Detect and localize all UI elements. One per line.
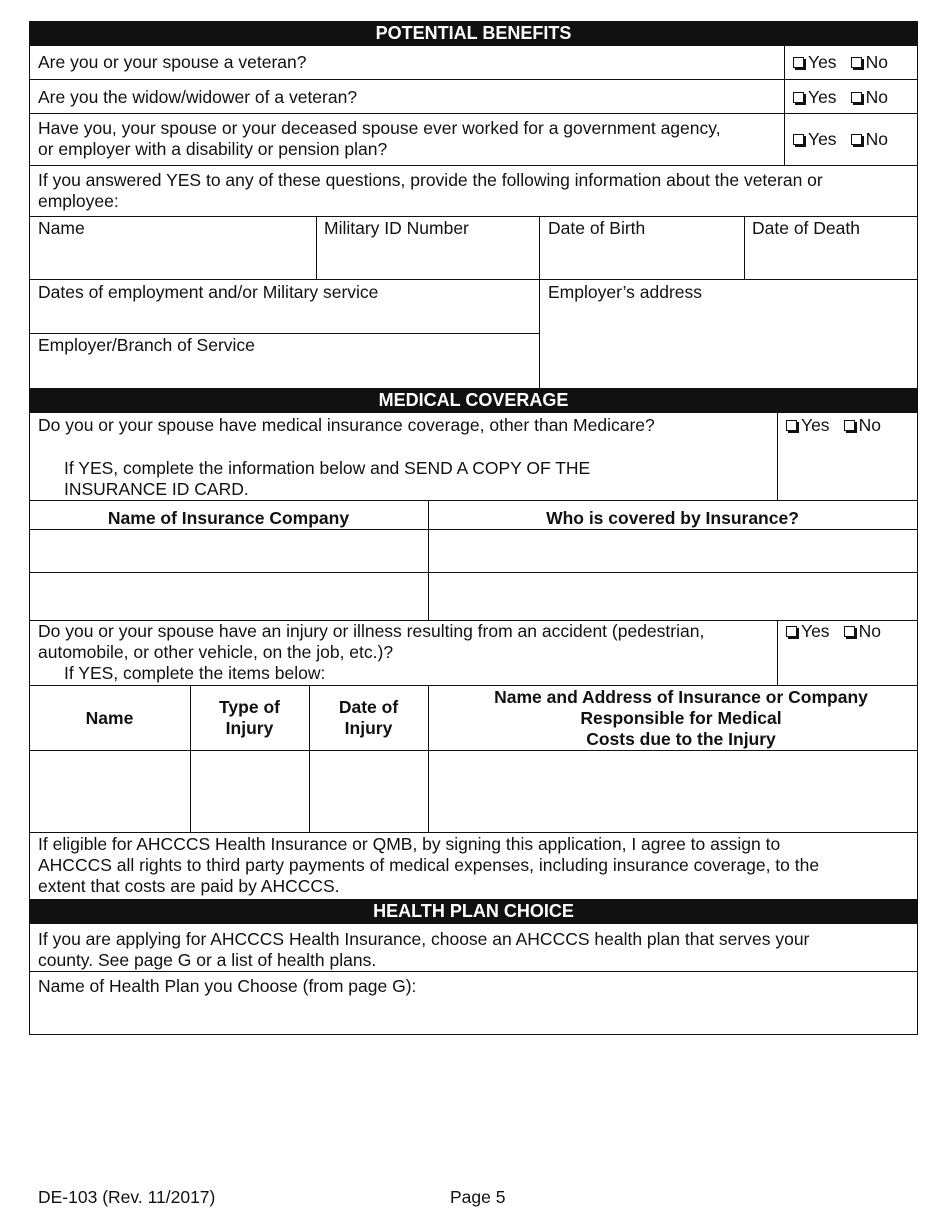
military-id-input[interactable] — [317, 238, 539, 279]
potential-benefits-header: POTENTIAL BENEFITS — [29, 21, 918, 46]
question-widow: Are you the widow/widower of a veteran? — [38, 87, 358, 107]
dob-input[interactable] — [540, 238, 744, 279]
form-id: DE-103 (Rev. 11/2017) — [38, 1187, 216, 1207]
veteran-yes-checkbox[interactable] — [793, 52, 837, 73]
yes-label: Yes — [808, 129, 837, 149]
injury-name-input[interactable] — [29, 751, 190, 832]
health-plan-field-label: Name of Health Plan you Choose (from page G): — [38, 976, 417, 996]
row-line — [29, 216, 918, 217]
health-plan-input[interactable] — [29, 997, 917, 1034]
government-no-checkbox[interactable] — [851, 129, 888, 150]
yes-label: Yes — [808, 52, 837, 72]
row-line — [29, 1034, 918, 1035]
government-yes-no — [793, 129, 898, 150]
question-insurance: Do you or your spouse have medical insurance coverage, other than Medicare? — [38, 415, 655, 435]
question-injury-line1: Do you or your spouse have an injury or illness resulting from an accident (pedestrian, — [38, 621, 705, 641]
widow-yes-no — [793, 87, 898, 108]
divider — [777, 620, 778, 685]
yes-label: Yes — [801, 621, 830, 641]
injury-no-checkbox[interactable] — [844, 621, 881, 642]
government-yes-checkbox[interactable] — [793, 129, 837, 150]
yes-label: Yes — [808, 87, 837, 107]
veteran-no-checkbox[interactable] — [851, 52, 888, 73]
row-line — [29, 113, 918, 114]
col-responsible-line1: Name and Address of Insurance or Company — [494, 687, 868, 707]
employer-branch-input[interactable] — [29, 357, 539, 388]
no-label: No — [858, 415, 881, 435]
yes-label: Yes — [801, 415, 830, 435]
no-label: No — [865, 52, 888, 72]
question-government-line2: or employer with a disability or pension plan? — [38, 139, 388, 159]
section-border-right — [917, 924, 918, 1035]
col-date-injury-line1: Date of — [338, 697, 399, 717]
col-responsible-line2: Responsible for Medical — [580, 708, 782, 728]
row-line — [29, 279, 918, 280]
row-line — [29, 500, 918, 501]
assignment-line2: AHCCCS all rights to third party payments of medical expenses, including insurance coverage, to the — [38, 855, 820, 875]
field-military-id-label: Military ID Number — [324, 218, 469, 238]
section-border-right — [917, 413, 918, 899]
col-date-injury-line2: Injury — [344, 718, 393, 738]
row-line — [29, 79, 918, 80]
widow-yes-checkbox[interactable] — [793, 87, 837, 108]
question-government-line1: Have you, your spouse or your deceased spouse ever worked for a government agency, — [38, 118, 721, 138]
row-line — [29, 971, 918, 972]
benefits-instruction-line1: If you answered YES to any of these questions, provide the following information about the veteran or — [38, 170, 823, 190]
row-line — [29, 832, 918, 833]
assignment-line3: extent that costs are paid by AHCCCS. — [38, 876, 340, 896]
insurance-company-input-1[interactable] — [29, 530, 428, 572]
insurance-yes-no — [786, 415, 891, 436]
injury-type-input[interactable] — [191, 751, 309, 832]
no-label: No — [865, 129, 888, 149]
col-type-injury-line2: Injury — [225, 718, 274, 738]
dod-input[interactable] — [745, 238, 917, 279]
question-injury-line3: If YES, complete the items below: — [64, 663, 326, 683]
veteran-yes-no — [793, 52, 898, 73]
insurance-yes-checkbox[interactable] — [786, 415, 830, 436]
question-veteran: Are you or your spouse a veteran? — [38, 52, 307, 72]
health-plan-header: HEALTH PLAN CHOICE — [29, 899, 918, 924]
field-dod-label: Date of Death — [752, 218, 860, 238]
insurance-company-input-2[interactable] — [29, 573, 428, 620]
col-type-injury-line1: Type of — [219, 697, 280, 717]
row-line — [29, 333, 539, 334]
field-dates-employment-label: Dates of employment and/or Military service — [38, 282, 379, 302]
divider — [777, 413, 778, 500]
col-responsible-line3: Costs due to the Injury — [586, 729, 776, 749]
no-label: No — [865, 87, 888, 107]
employer-address-input[interactable] — [540, 304, 917, 388]
no-label: No — [858, 621, 881, 641]
medical-coverage-header: MEDICAL COVERAGE — [29, 388, 918, 413]
row-line — [29, 685, 918, 686]
health-plan-instruction-line1: If you are applying for AHCCCS Health Insurance, choose an AHCCCS health plan that serves your — [38, 929, 810, 949]
col-who-covered: Who is covered by Insurance? — [546, 508, 799, 528]
page-number: Page 5 — [450, 1187, 506, 1207]
insurance-if-yes-line2: INSURANCE ID CARD. — [64, 479, 249, 499]
insurance-if-yes-line1: If YES, complete the information below and SEND A COPY OF THE — [64, 458, 591, 478]
question-injury-line2: automobile, or other vehicle, on the job, etc.)? — [38, 642, 394, 662]
responsible-company-input[interactable] — [429, 751, 917, 832]
health-plan-instruction-line2: county. See page G or a list of health plans. — [38, 950, 377, 970]
field-employer-branch-label: Employer/Branch of Service — [38, 335, 255, 355]
insurance-no-checkbox[interactable] — [844, 415, 881, 436]
col-injury-name: Name — [85, 708, 134, 728]
dates-employment-input[interactable] — [29, 304, 539, 333]
injury-yes-checkbox[interactable] — [786, 621, 830, 642]
field-name-label: Name — [38, 218, 85, 238]
widow-no-checkbox[interactable] — [851, 87, 888, 108]
benefits-instruction-line2: employee: — [38, 191, 119, 211]
injury-date-input[interactable] — [310, 751, 428, 832]
assignment-line1: If eligible for AHCCCS Health Insurance or QMB, by signing this application, I agree to assign to — [38, 834, 781, 854]
field-employer-address-label: Employer’s address — [548, 282, 703, 302]
divider — [784, 46, 785, 165]
col-insurance-company: Name of Insurance Company — [107, 508, 350, 528]
section-border-left — [29, 46, 30, 389]
row-line — [29, 165, 918, 166]
injury-yes-no — [786, 621, 891, 642]
covered-input-2[interactable] — [429, 573, 917, 620]
field-dob-label: Date of Birth — [548, 218, 646, 238]
veteran-name-input[interactable] — [29, 238, 316, 279]
section-border-right — [917, 46, 918, 389]
covered-input-1[interactable] — [429, 530, 917, 572]
